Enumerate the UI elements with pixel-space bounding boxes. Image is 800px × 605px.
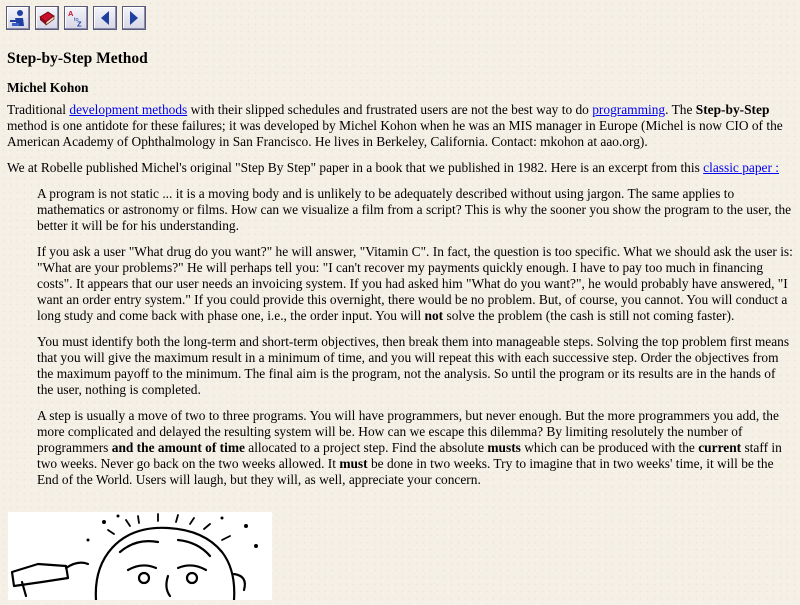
a-to-z-word-to: to [74, 17, 79, 23]
excerpt-paragraph-2 [37, 244, 793, 324]
excerpt-bold: not [424, 308, 444, 323]
excerpt-paragraph-1: A program is not static ... it is a moving body and is unlikely to be adequately described without using jargon. The same applies to mathematics or astronomy or films. How can we visualize a film from a script? This is why the sooner you show the program to the user, the better it will be for his understanding. [37, 186, 792, 233]
excerpt-text: allocated to a project step. Find the absolute [244, 440, 488, 455]
excerpt-paragraph-3: You must identify both the long-term and short-term objectives, then break them into manageable steps. Solving the top problem first means that you will give the maximum result in a minimum of time, and you will repeat this with each successive step. Order the objectives from the maximum payoff to the minimum. The final aim is the program, not the analysis. So until the program or its results are in the hands of the user, nothing is completed. [37, 334, 790, 397]
a-to-z-icon[interactable] [64, 6, 88, 30]
excerpt-text: If you ask a user "What drug do you want?" he will answer, "Vitamin C". In fact, the question is too specific. What we should ask the user is: "What are your problems?" He will perhaps tell you: "I can't recover my payments quickly enough. I have to pay too much in financing costs". It appears that our user needs an invoicing system. If you had asked him "What do you want?", he would probably have answered, "I want an order entry system." If you could provide this overnight, there would be no problem. But, of course, you cannot. You will conduct a long study and come back with phase one, i.e., the order input. You will [37, 244, 793, 323]
author-name: Michel Kohon [7, 80, 89, 95]
a-to-z-letter-a: A [68, 9, 74, 18]
excerpt-paragraph-4 [37, 408, 793, 488]
excerpt-text: which can be produced with the [520, 440, 699, 455]
excerpt-bold: and the amount of time [111, 440, 245, 455]
excerpt-text: solve the problem (the cash is still not coming faster). [443, 308, 735, 323]
excerpt-bold: musts [487, 440, 521, 455]
programming-link[interactable]: programming [592, 102, 666, 117]
cartoon-image [8, 512, 272, 600]
intro-paragraph-1 [7, 102, 793, 150]
book-icon[interactable] [35, 6, 59, 30]
step-by-step-bold: Step-by-Step [695, 102, 770, 117]
classic-paper-link[interactable]: classic paper : [703, 160, 780, 175]
development-methods-link[interactable]: development methods [69, 102, 188, 117]
intro-paragraph-2 [7, 160, 793, 176]
page-title: Step-by-Step Method [7, 50, 148, 67]
intro-text: method is one antidote for these failures; it was developed by Michel Kohon when he was an MIS manager in Europe (Michel is now CIO of the American Academy of Ophthalmology in San Francisco. He lives in Berkeley, California. Contact: mkohon at aao.org). [7, 118, 783, 149]
a-to-z-letter-z: Z [77, 19, 82, 27]
back-arrow-icon[interactable] [93, 6, 117, 30]
excerpt-bold: must [339, 456, 368, 471]
excerpt-bold: current [698, 440, 742, 455]
excerpt-quote [37, 186, 793, 488]
intro-text: . The [665, 102, 696, 117]
intro-text: with their slipped schedules and frustrated users are not the best way to do [187, 102, 593, 117]
toolbar [6, 6, 146, 32]
intro-text: Traditional [7, 102, 70, 117]
article [7, 44, 793, 498]
forward-arrow-icon[interactable] [122, 6, 146, 30]
excerpt-text: be done in two weeks. Try to imagine that in two weeks' time, it will be the End of the World. Users will laugh, but they will, as well, appreciate your concern. [37, 456, 774, 487]
intro-text: We at Robelle published Michel's original "Step By Step" paper in a book that we published in 1982. Here is an excerpt from this [7, 160, 704, 175]
excerpt-text: A step is usually a move of two to three programs. You will have programmers, but never enough. But the more programmers you add, the more complicated and delayed the resulting system will be. How can we escape this dilemma? By limiting resolutely the number of programmers [37, 408, 779, 455]
author-icon[interactable] [6, 6, 30, 30]
excerpt-text: staff in two weeks. Never go back on the two weeks allowed. It [37, 440, 782, 471]
